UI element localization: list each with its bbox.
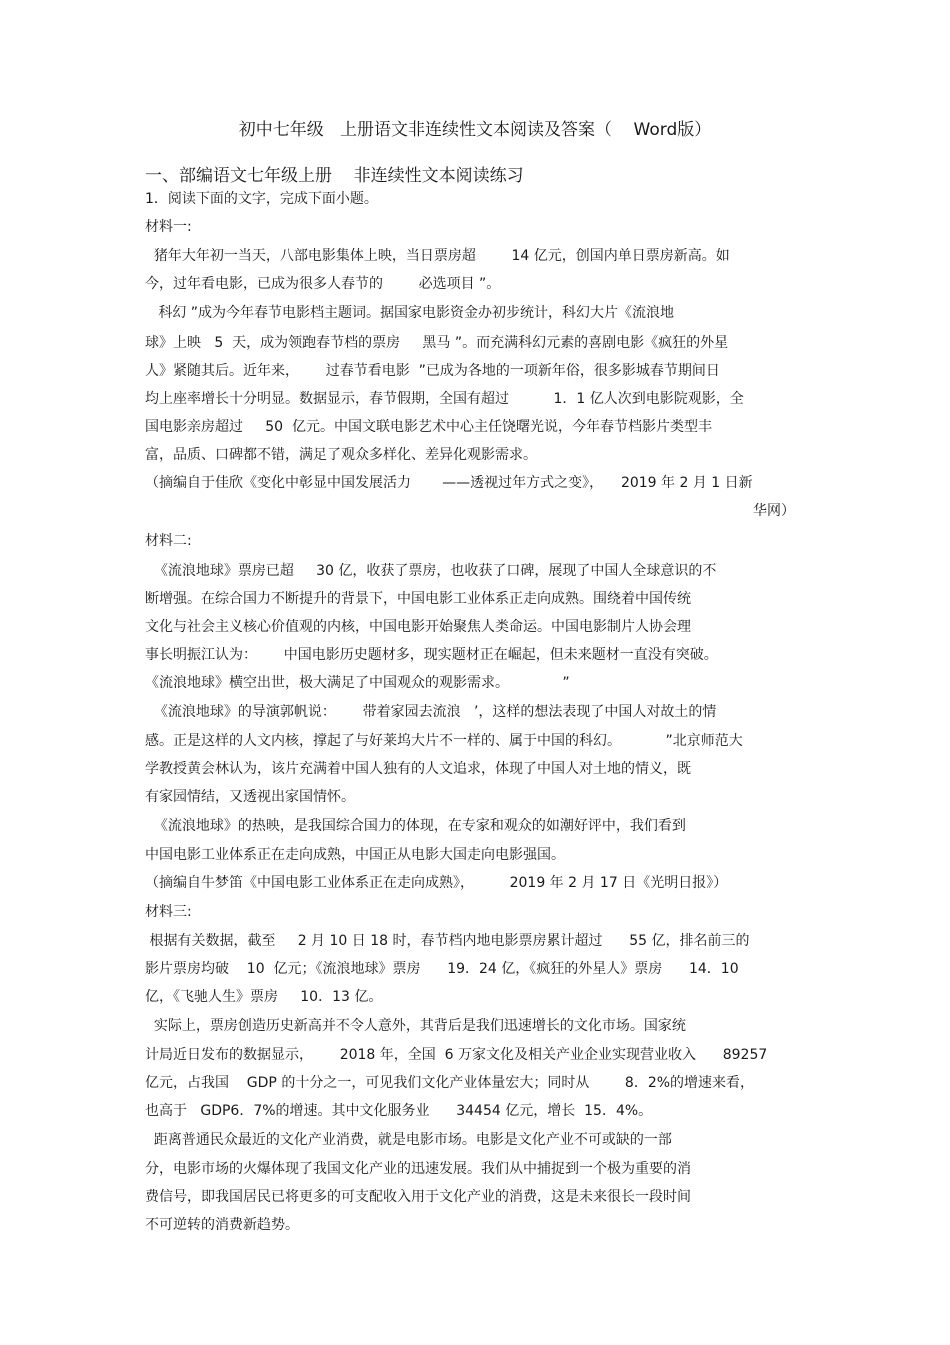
text-line: 感。正是这样的人文内核，撑起了与好莱坞大片不一样的、属于中国的科幻。 ”北京师范大	[145, 733, 743, 749]
text-line: 猪年大年初一当天，八部电影集体上映，当日票房超 14 亿元，创国内单日票房新高。如	[145, 248, 730, 264]
text-line: 有家园情结，又透视出家国情怀。	[145, 789, 355, 805]
text-line: 球》上映 5 天，成为领跑春节档的票房 黑马 ”。而充满科幻元素的喜剧电影《疯狂的外星	[145, 335, 729, 351]
text-line: 费信号，即我国居民已将更多的可支配收入用于文化产业的消费，这是未来很长一段时间	[145, 1189, 691, 1205]
source-citation-end: 华网）	[753, 503, 795, 519]
material-label: 材料三:	[145, 904, 192, 920]
text-line: 国电影亲房超过 50 亿元。中国文联电影艺术中心主任饶曙光说，今年春节档影片类型丰	[145, 419, 712, 435]
text-line: 距离普通民众最近的文化产业消费，就是电影市场。电影是文化产业不可或缺的一部	[145, 1132, 672, 1148]
text-line: 文化与社会主义核心价值观的内核，中国电影开始聚焦人类命运。中国电影制片人协会理	[145, 619, 691, 635]
text-line: 中国电影工业体系正在走向成熟，中国正从电影大国走向电影强国。	[145, 847, 565, 863]
text-line: 亿，《飞驰人生》票房 10．13 亿。	[145, 989, 383, 1005]
text-line: 《流浪地球》的热映，是我国综合国力的体现，在专家和观众的如潮好评中，我们看到	[145, 818, 686, 834]
text-line: 富，品质、口碑都不错，满足了观众多样化、差异化观影需求。	[145, 447, 537, 463]
text-line: 影片票房均破 10 亿元；《流浪地球》票房 19．24 亿，《疯狂的外星人》票房 14．10	[145, 961, 739, 977]
text-line: 均上座率增长十分明显。数据显示，春节假期，全国有超过 1．1 亿人次到电影院观影，全	[145, 391, 744, 407]
body-text	[145, 186, 815, 1239]
text-line: 计局近日发布的数据显示， 2018 年，全国 6 万家文化及相关产业企业实现营业收入 89257	[145, 1047, 768, 1063]
source-citation: （摘编自牛梦笛《中国电影工业体系正在走向成熟》， 2019 年 2 月 17 日《光明日报》）	[145, 875, 728, 891]
text-line: 学教授黄会林认为，该片充满着中国人独有的人文追求，体现了中国人对土地的情义，既	[145, 761, 691, 777]
text-line: 科幻 ”成为今年春节电影档主题词。据国家电影资金办初步统计，科幻大片《流浪地	[145, 305, 675, 321]
source-citation: （摘编自于佳欣《变化中彰显中国发展活力 ——透视过年方式之变》， 2019 年 2 月 1 日新	[145, 475, 753, 491]
text-line: 今，过年看电影，已成为很多人春节的 必选项目 ”。	[145, 276, 501, 292]
material-label: 材料二:	[145, 533, 192, 549]
section-heading: 一、部编语文七年级上册 非连续性文本阅读练习	[145, 166, 524, 186]
text-line: 实际上，票房创造历史新高并不令人意外，其背后是我们迅速增长的文化市场。国家统	[145, 1018, 686, 1034]
text-line: 事长明振江认为： 中国电影历史题材多，现实题材正在崛起，但未来题材一直没有突破。	[145, 647, 718, 663]
text-line: 《流浪地球》票房已超 30 亿，收获了票房，也收获了口碑，展现了中国人全球意识的不	[145, 563, 717, 579]
text-line: 根据有关数据，截至 2 月 10 日 18 时，春节档内地电影票房累计超过 55 亿，排名前三的	[145, 933, 750, 949]
text-line: 分，电影市场的火爆体现了我国文化产业的迅速发展。我们从中捕捉到一个极为重要的消	[145, 1161, 691, 1177]
document-title: 初中七年级 上册语文非连续性文本阅读及答案（ Word版）	[238, 120, 712, 140]
text-line: 断增强。在综合国力不断提升的背景下，中国电影工业体系正走向成熟。围绕着中国传统	[145, 591, 691, 607]
text-line: 《流浪地球》横空出世，极大满足了中国观众的观影需求。 ”	[145, 675, 570, 691]
question-intro: 1．阅读下面的文字，完成下面小题。	[145, 191, 378, 207]
text-line: 不可逆转的消费新趋势。	[145, 1217, 299, 1233]
text-line: 也高于 GDP6．7%的增速。其中文化服务业 34454 亿元，增长 15．4%。	[145, 1103, 653, 1119]
text-line: 《流浪地球》的导演郭帆说： 带着家园去流浪 ’，这样的想法表现了中国人对故土的情	[145, 704, 717, 720]
material-label: 材料一:	[145, 219, 192, 235]
text-line: 人》紧随其后。近年来， 过春节看电影 ”已成为各地的一项新年俗，很多影城春节期间日	[145, 363, 720, 379]
text-line: 亿元，占我国 GDP 的十分之一，可见我们文化产业体量宏大；同时从 8．2%的增速来看，	[145, 1075, 755, 1091]
